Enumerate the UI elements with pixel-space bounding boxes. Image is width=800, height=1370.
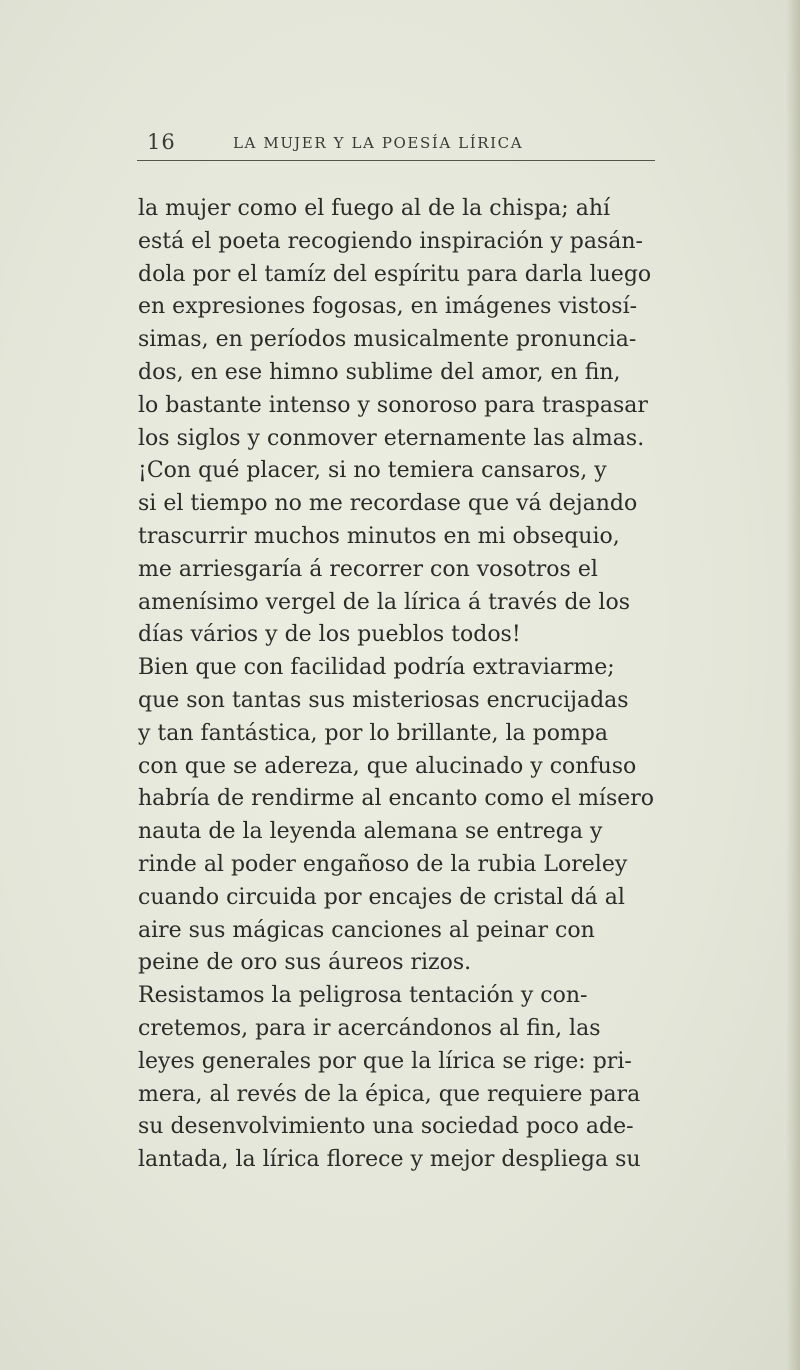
text-line: cuando circuida por encajes de cristal dá al [138, 884, 625, 910]
text-line: amenísimo vergel de la lírica á través de los [138, 589, 631, 615]
text-line: dos, en ese himno sublime del amor, en fin, [138, 359, 621, 385]
text-line: dola por el tamíz del espíritu para darla luego [138, 261, 652, 287]
text-line: rinde al poder engañoso de la rubia Loreley [138, 851, 628, 877]
page-edge-shadow [786, 0, 800, 1370]
text-line: la mujer como el fuego al de la chispa; ahí [138, 196, 611, 221]
text-line: su desenvolvimiento una sociedad poco ade- [138, 1114, 634, 1140]
text-line: Bien que con facilidad podría extraviarme; [138, 655, 615, 681]
text-line: Resistamos la peligrosa tentación y con- [138, 983, 588, 1009]
text-line: leyes generales por que la lírica se rige: pri- [138, 1048, 632, 1074]
text-line: ¡Con qué placer, si no temiera cansaros, y [138, 458, 607, 484]
text-line: está el poeta recogiendo inspiración y pasán- [138, 228, 643, 254]
text-line: me arriesgaría á recorrer con vosotros el [138, 556, 598, 582]
text-line: cretemos, para ir acercándonos al fin, las [138, 1015, 601, 1041]
text-line: si el tiempo no me recordase que vá dejando [138, 491, 638, 517]
text-line: los siglos y conmover eternamente las almas. [138, 425, 645, 451]
text-line: aire sus mágicas canciones al peinar con [138, 917, 595, 943]
text-line: lantada, la lírica florece y mejor despliega su [138, 1147, 641, 1173]
text-line: trascurrir muchos minutos en mi obsequio, [138, 523, 620, 549]
page-number: 16 [147, 130, 176, 154]
text-line: que son tantas sus misteriosas encrucijadas [138, 687, 629, 713]
text-line: simas, en períodos musicalmente pronuncia- [138, 327, 637, 353]
text-line: mera, al revés de la épica, que requiere para [138, 1081, 641, 1107]
body-text [138, 193, 666, 1177]
text-line: en expresiones fogosas, en imágenes vistosí- [138, 294, 638, 320]
text-line: peine de oro sus áureos rizos. [138, 950, 472, 976]
header-rule [137, 160, 655, 161]
text-line: habría de rendirme al encanto como el mísero [138, 786, 655, 812]
text-line: y tan fantástica, por lo brillante, la pompa [138, 720, 609, 746]
text-line: lo bastante intenso y sonoroso para traspasar [138, 392, 648, 418]
text-line: con que se adereza, que alucinado y confuso [138, 753, 637, 779]
text-line: días vários y de los pueblos todos! [138, 622, 521, 648]
running-head [147, 130, 657, 156]
running-head-title: LA MUJER Y LA POESÍA LÍRICA [233, 134, 524, 152]
text-line: nauta de la leyenda alemana se entrega y [138, 819, 603, 845]
